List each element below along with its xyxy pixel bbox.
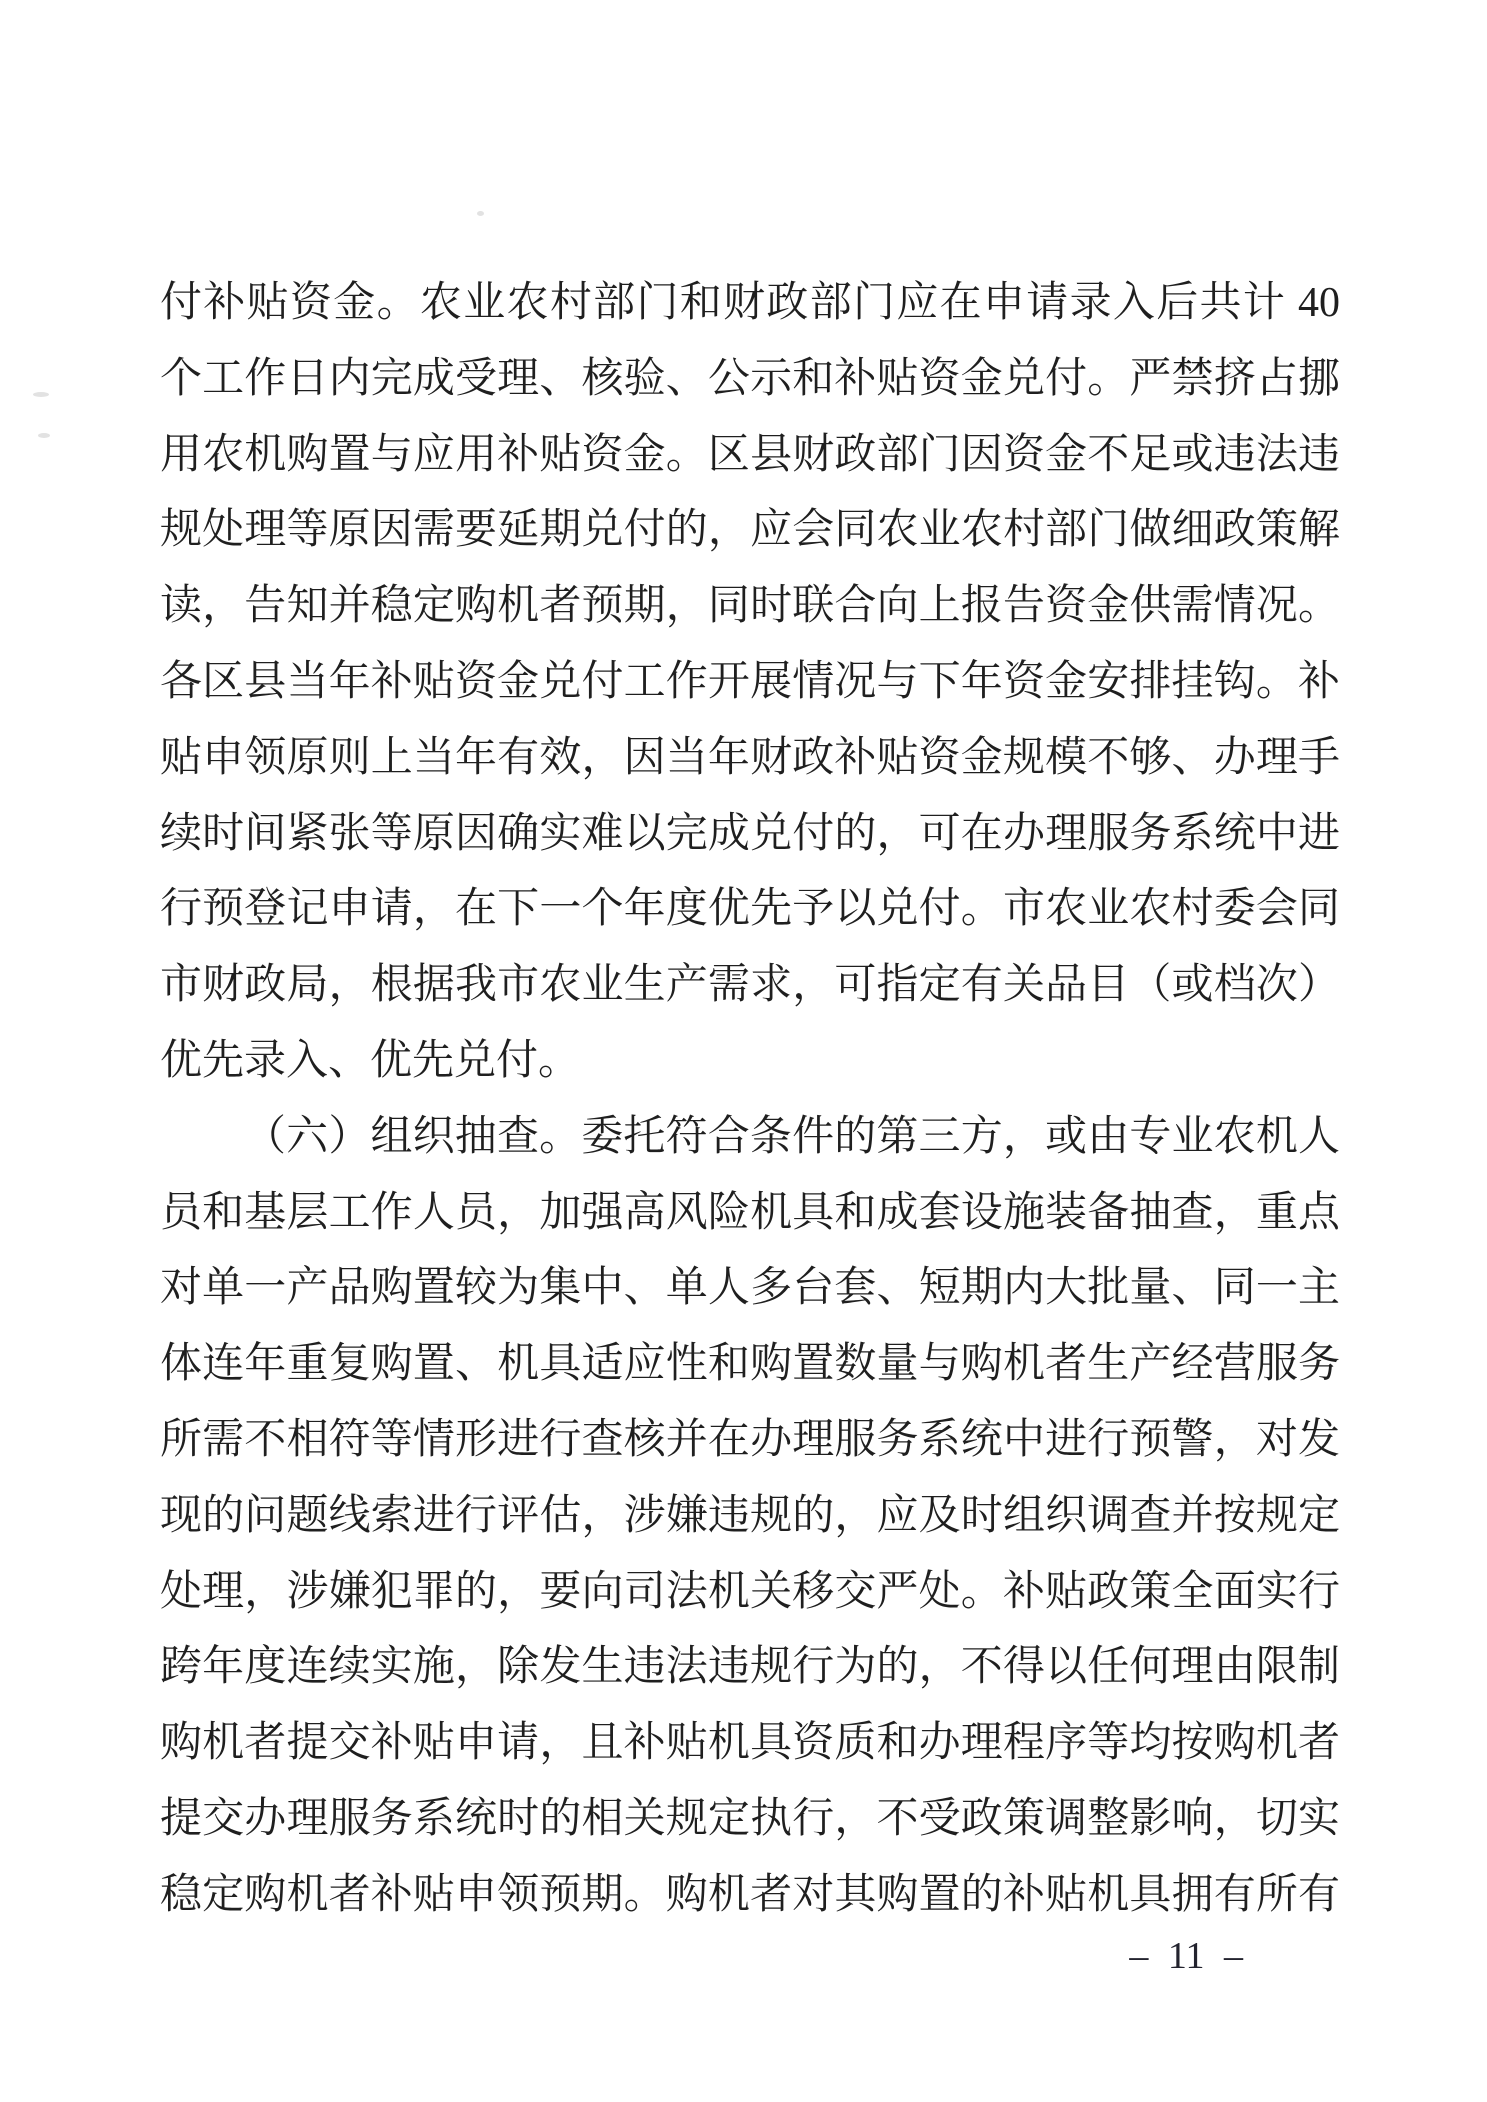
- text-line: 市财政局，根据我市农业生产需求，可指定有关品目（或档次）: [160, 962, 1340, 1009]
- text-line: 各区县当年补贴资金兑付工作开展情况与下年资金安排挂钩。补: [160, 658, 1340, 705]
- text-line: 处理，涉嫌犯罪的，要向司法机关移交严处。补贴政策全面实行: [160, 1568, 1340, 1615]
- scan-artifact: [33, 392, 49, 397]
- text-line: 个工作日内完成受理、核验、公示和补贴资金兑付。严禁挤占挪: [160, 355, 1340, 402]
- text-line: 所需不相符等情形进行查核并在办理服务系统中进行预警，对发: [160, 1416, 1340, 1463]
- text-line: 付补贴资金。农业农村部门和财政部门应在申请录入后共计 40: [160, 280, 1340, 326]
- text-line: 现的问题线索进行评估，涉嫌违规的，应及时组织调查并按规定: [160, 1492, 1340, 1539]
- text-line: 对单一产品购置较为集中、单人多台套、短期内大批量、同一主: [160, 1265, 1340, 1312]
- text-line: 员和基层工作人员，加强高风险机具和成套设施装备抽查，重点: [160, 1189, 1340, 1236]
- section-heading-line: （六）组织抽查。委托符合条件的第三方，或由专业农机人: [244, 1113, 1340, 1160]
- text-line: 用农机购置与应用补贴资金。区县财政部门因资金不足或违法违: [160, 431, 1340, 478]
- text-line: 提交办理服务系统时的相关规定执行，不受政策调整影响，切实: [160, 1795, 1340, 1842]
- text-line: 续时间紧张等原因确实难以完成兑付的，可在办理服务系统中进: [160, 810, 1340, 857]
- text-line: 体连年重复购置、机具适应性和购置数量与购机者生产经营服务: [160, 1341, 1340, 1388]
- page-number: – 11 –: [1129, 1935, 1243, 1977]
- scan-artifact: [477, 211, 484, 216]
- text-line: 稳定购机者补贴申领预期。购机者对其购置的补贴机具拥有所有: [160, 1871, 1340, 1918]
- text-line: 行预登记申请，在下一个年度优先予以兑付。市农业农村委会同: [160, 886, 1340, 933]
- text-line: 规处理等原因需要延期兑付的，应会同农业农村部门做细政策解: [160, 507, 1340, 554]
- document-body: [160, 266, 1340, 1934]
- text-line: 优先录入、优先兑付。: [160, 1037, 581, 1084]
- text-line: 读，告知并稳定购机者预期，同时联合向上报告资金供需情况。: [160, 583, 1340, 630]
- text-line: 跨年度连续实施，除发生违法违规行为的，不得以任何理由限制: [160, 1644, 1340, 1691]
- text-line: 贴申领原则上当年有效，因当年财政补贴资金规模不够、办理手: [160, 734, 1340, 781]
- scan-artifact: [38, 433, 50, 438]
- text-line: 购机者提交补贴申请，且补贴机具资质和办理程序等均按购机者: [160, 1720, 1340, 1767]
